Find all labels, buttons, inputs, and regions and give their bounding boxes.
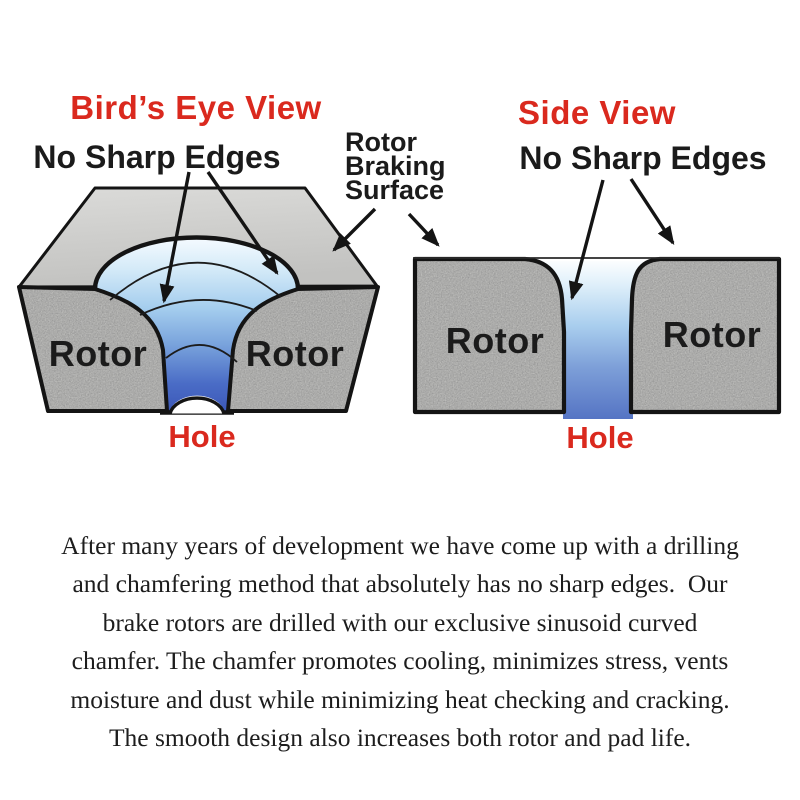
rotor-braking-surface-label <box>345 127 446 205</box>
no-sharp-edges-label-left: No Sharp Edges <box>33 139 281 175</box>
side-view-rotor-label-right: Rotor <box>662 314 762 355</box>
paragraph-line-5: moisture and dust while minimizing heat checking and cracking. <box>70 684 730 714</box>
arrow-braking-surface-right <box>409 214 438 245</box>
rotor-braking-surface-line-2: Braking <box>345 151 446 181</box>
rotor-braking-surface-line-3: Surface <box>345 175 445 205</box>
side-view-rotor-label-left: Rotor <box>445 320 545 361</box>
paragraph-line-1: After many years of development we have come up with a drilling <box>61 531 739 560</box>
birds-eye-view-title: Bird’s Eye View <box>70 89 322 126</box>
paragraph-line-3: brake rotors are drilled with our exclusive sinusoid curved <box>102 607 698 637</box>
arrow-no-sharp-edges-right-2 <box>631 179 673 243</box>
birds-eye-hole-label: Hole <box>168 419 236 454</box>
rotor-braking-surface-line-1: Rotor <box>345 127 417 157</box>
arrow-braking-surface-left <box>334 209 375 250</box>
birds-eye-rotor-label-left: Rotor <box>48 333 148 374</box>
paragraph-line-4: chamfer. The chamfer promotes cooling, minimizes stress, vents <box>71 646 729 676</box>
birds-eye-rotor-label-right: Rotor <box>245 333 345 374</box>
side-view-hole-label: Hole <box>566 420 634 455</box>
birds-eye-view-drawing <box>19 188 378 414</box>
side-view-title: Side View <box>518 94 676 131</box>
no-sharp-edges-label-right: No Sharp Edges <box>519 140 767 176</box>
paragraph-line-6: The smooth design also increases both rotor and pad life. <box>108 723 692 753</box>
paragraph-line-2: and chamfering method that absolutely has no sharp edges. Our <box>72 569 728 599</box>
description-paragraph <box>0 527 800 757</box>
